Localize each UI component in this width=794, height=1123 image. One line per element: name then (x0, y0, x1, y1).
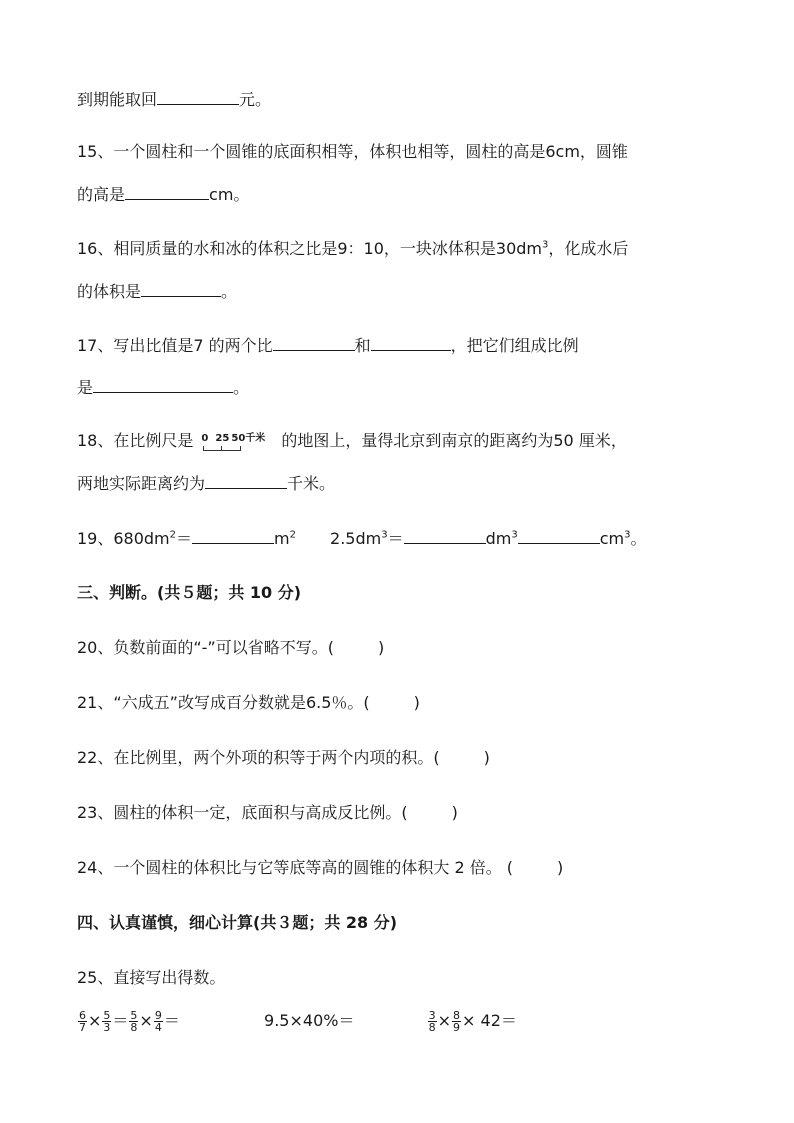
question-17-line2: 是 。 (77, 378, 250, 397)
scale-bar-line (203, 446, 241, 451)
fraction: $\frac{3}{8}$ (428, 1009, 436, 1034)
question-21: 21、“六成五”改写成百分数就是6.5％。( ) (77, 693, 420, 712)
question-14-tail (77, 88, 271, 111)
expr-3: $\frac{3}{8}$ × $\frac{8}{9}$ × 42＝ (428, 1009, 517, 1034)
question-22: 22、在比例里，两个外项的积等于两个内项的积。( ) (77, 748, 490, 767)
question-24: 24、一个圆柱的体积比与它等底等高的圆锥的体积大 2 倍。 ( ) (77, 858, 564, 877)
question-16-line1: 16、相同质量的水和冰的体积之比是9：10，一块冰体积是$30dm^3$，化成水后 (77, 239, 629, 258)
question-20: 20、负数前面的“-”可以省略不写。( ) (77, 638, 385, 657)
question-19: 19、$680dm^2= m^2$ $2.5dm^3= dm^3$ $cm^3$。 (77, 529, 647, 548)
q19-answer-blank-1[interactable] (192, 527, 274, 544)
question-15-line1: 15、一个圆柱和一个圆锥的底面积相等，体积也相等，圆柱的高是6cm，圆锥 (77, 142, 628, 161)
q14-text: 到期能取回 (77, 90, 158, 109)
scale-label-zero: 0 (201, 432, 209, 444)
q19-answer-blank-3[interactable] (518, 527, 600, 544)
scale-label-end: 50千米 (231, 432, 266, 444)
q14-answer-blank[interactable] (157, 88, 239, 105)
q19-answer-blank-2[interactable] (404, 527, 486, 544)
q17-answer-blank-3[interactable] (93, 376, 233, 393)
question-18-line1: 18、在比例尺是 0 25 50千米 的地图上，量得北京到南京的距离约为50 厘米， (77, 430, 627, 453)
q14-unit: 元。 (239, 90, 272, 109)
fraction: $\frac{6}{7}$ (79, 1009, 86, 1034)
scale-label-mid: 25 (215, 432, 230, 444)
expr-2: 9.5×40%＝ (264, 1011, 355, 1030)
section-3-title: 三、判断。(共５题；共 10 分) (77, 583, 302, 602)
question-15-line2: 的高是 cm。 (77, 185, 250, 204)
q15-answer-blank[interactable] (125, 183, 209, 200)
question-16-line2: 的体积是 。 (77, 282, 238, 301)
fraction: $\frac{5}{8}$ (130, 1009, 138, 1034)
q17-answer-blank-1[interactable] (273, 334, 355, 351)
scale-bar-mid-tick (221, 446, 222, 451)
question-18-line2: 两地实际距离约为 千米。 (77, 474, 336, 493)
q16-answer-blank[interactable] (141, 280, 221, 297)
q18-answer-blank[interactable] (205, 472, 287, 489)
question-25: 25、直接写出得数。 (77, 968, 226, 987)
question-17-line1: 17、写出比值是7 的两个比 和 ，把它们组成比例 (77, 336, 579, 355)
q17-answer-blank-2[interactable] (371, 334, 451, 351)
section-4-title: 四、认真谨慎，细心计算(共３题；共 28 分) (77, 913, 398, 932)
expr-1: $\frac{6}{7}$ × $\frac{5}{3}$ ＝ $\frac{5}{8}$ × $\frac{9}{4}$ ＝ (79, 1009, 180, 1034)
question-25-expressions (77, 1008, 517, 1034)
fraction: $\frac{9}{4}$ (154, 1009, 162, 1034)
fraction: $\frac{8}{9}$ (453, 1009, 461, 1034)
question-23: 23、圆柱的体积一定，底面积与高成反比例。( ) (77, 803, 458, 822)
map-scale-bar (201, 431, 273, 453)
fraction: $\frac{5}{3}$ (103, 1009, 111, 1034)
